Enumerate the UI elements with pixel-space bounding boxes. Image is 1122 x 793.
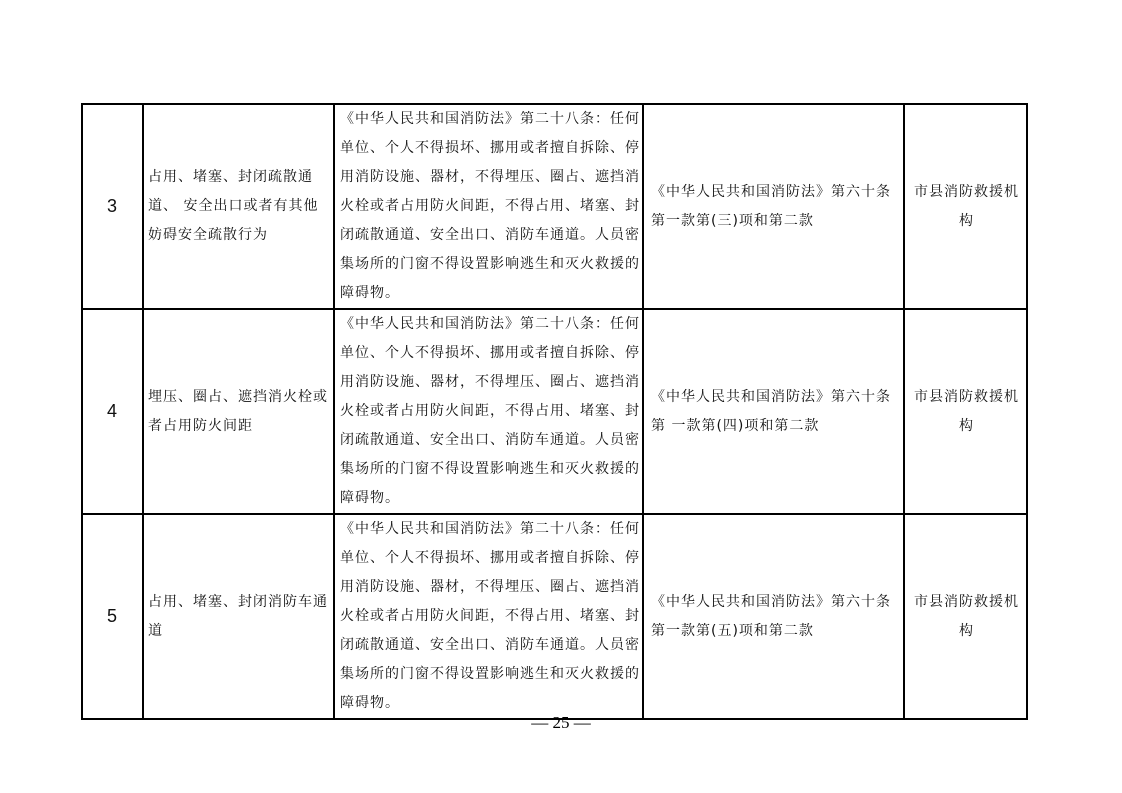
regulation-table [81,103,1028,720]
violation-description: 埋压、圈占、遮挡消火栓或者占用防火间距 [148,388,328,434]
row-number: 3 [82,104,143,309]
legal-basis: 《中华人民共和国消防法》第二十八条：任何单位、个人不得损坏、挪用或者擅自拆除、停用消防设施、器材，不得埋压、圈占、遮挡消火栓或者占用防火间距，不得占用、堵塞、封闭疏散通道、安全出口、消防车通道。人员密集场所的门窗不得设置影响逃生和灭火救援的障碍物。 [340,316,640,506]
legal-basis: 《中华人民共和国消防法》第二十八条：任何单位、个人不得损坏、挪用或者擅自拆除、停用消防设施、器材，不得埋压、圈占、遮挡消火栓或者占用防火间距，不得占用、堵塞、封闭疏散通道、安全出口、消防车通道。人员密集场所的门窗不得设置影响逃生和灭火救援的障碍物。 [340,111,640,301]
penalty-basis: 《中华人民共和国消防法》第六十条第一款第(三)项和第二款 [651,183,891,229]
row-number: 4 [82,309,143,514]
page-number: — 25 — [531,713,591,732]
row-number: 5 [82,514,143,719]
penalty-basis: 《中华人民共和国消防法》第六十条第一款第(五)项和第二款 [651,593,891,639]
enforcement-agency: 市县消防救援机构 [914,593,1019,639]
penalty-basis: 《中华人民共和国消防法》第六十条第 一款第(四)项和第二款 [651,388,891,434]
enforcement-agency: 市县消防救援机构 [914,183,1019,229]
enforcement-agency: 市县消防救援机构 [914,388,1019,434]
table-row [82,309,1027,514]
violation-description: 占用、堵塞、封闭疏散通道、 安全出口或者有其他妨碍安全疏散行为 [148,169,319,243]
legal-basis: 《中华人民共和国消防法》第二十八条：任何单位、个人不得损坏、挪用或者擅自拆除、停用消防设施、器材，不得埋压、圈占、遮挡消火栓或者占用防火间距，不得占用、堵塞、封闭疏散通道、安全出口、消防车通道。人员密集场所的门窗不得设置影响逃生和灭火救援的障碍物。 [340,521,640,711]
violation-description: 占用、堵塞、封闭消防车通道 [148,593,328,639]
table-row [82,104,1027,309]
table-row [82,514,1027,719]
